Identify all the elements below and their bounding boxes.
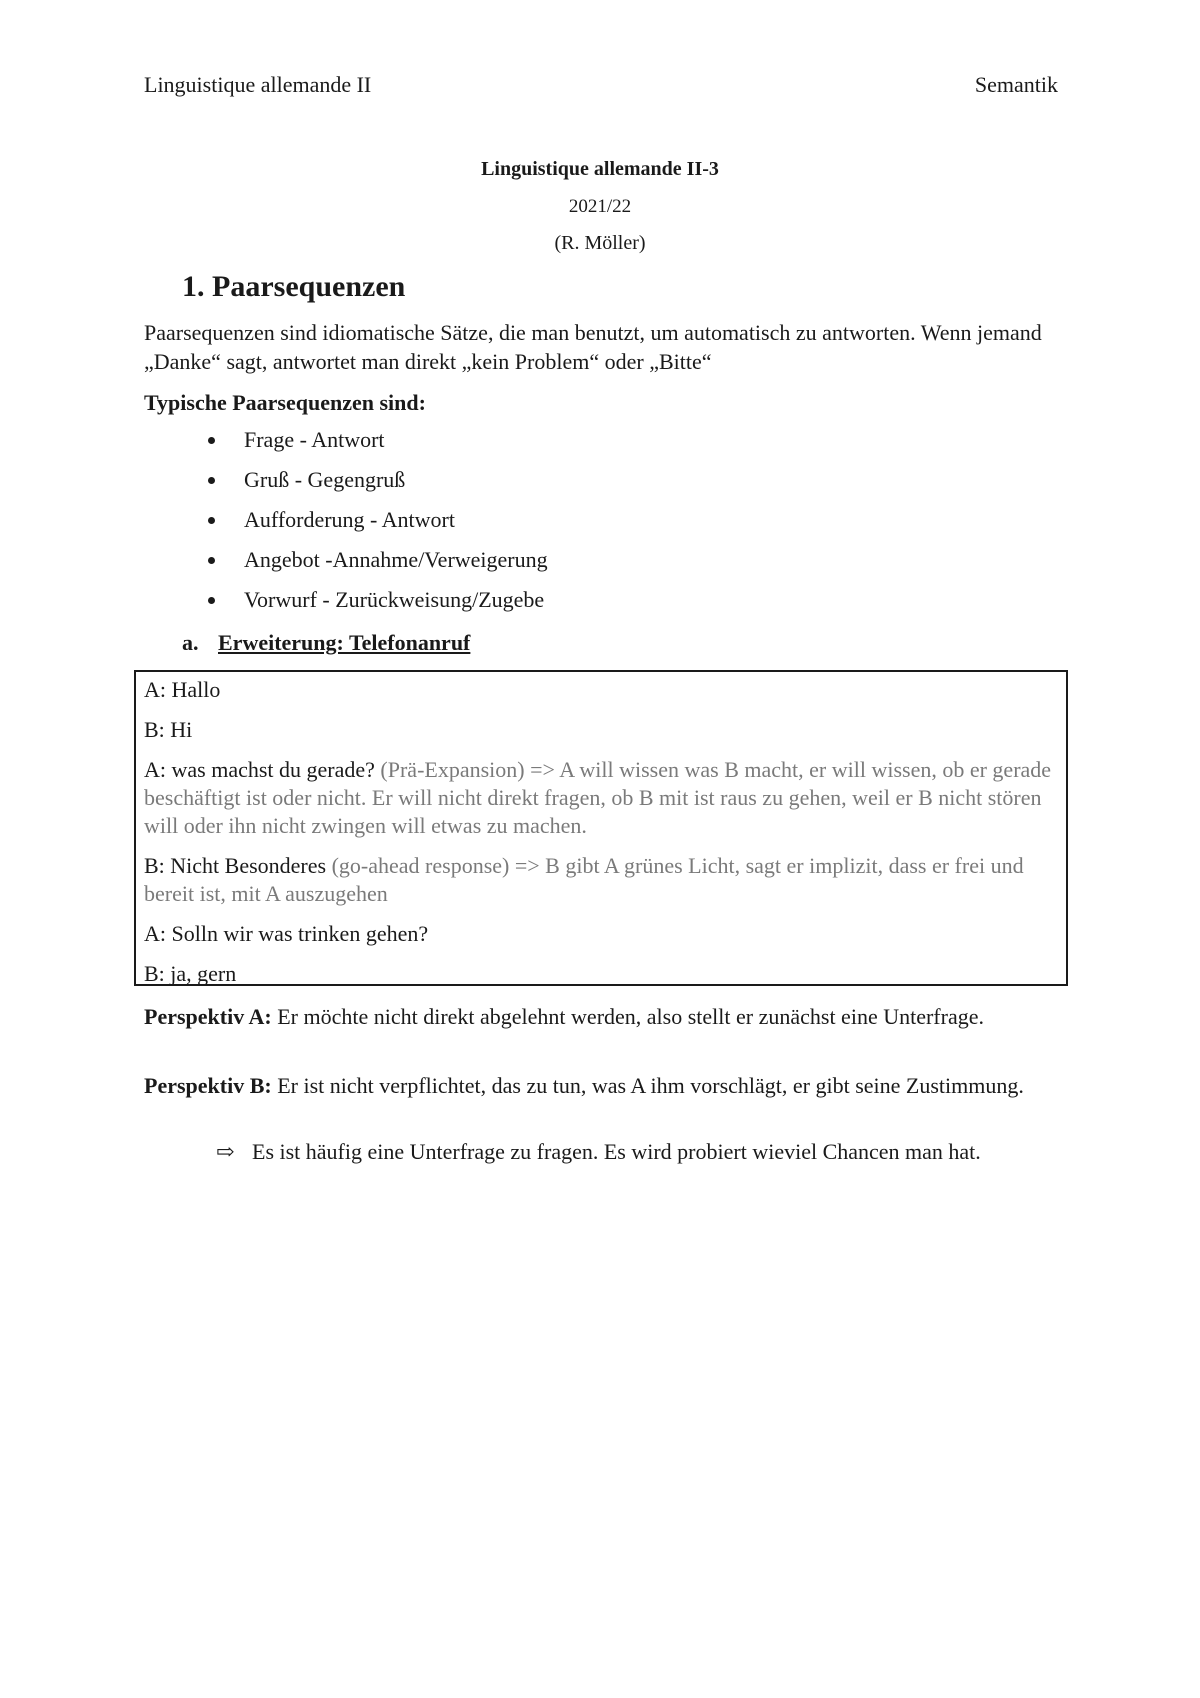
list-item: Gruß - Gegengruß — [200, 465, 548, 505]
subsection-title: Erweiterung: Telefonanruf — [218, 630, 471, 655]
arrow-right-outline-icon: ⇨ — [216, 1139, 235, 1164]
conclusion-text: Es ist häufig eine Unterfrage zu fragen. Es wird probiert wieviel Chancen man hat. — [252, 1139, 981, 1164]
bullet-icon — [208, 517, 215, 524]
bullet-icon — [208, 557, 215, 564]
bullet-icon — [208, 477, 215, 484]
bullet-icon — [208, 437, 215, 444]
header-course: Linguistique allemande II — [144, 72, 372, 97]
dialogue-note: (Prä-Expansion) => A will wissen was B macht, er will wissen, ob er gerade beschäftigt ist oder nicht. Er will nicht direkt fragen, ob B mit ist raus zu gehen, weil er B nicht stören will oder ihn nicht zwingen will etwas zu machen. — [144, 757, 1052, 838]
dialogue-box — [134, 670, 1068, 986]
dialogue-line: A: was machst du gerade? (Prä-Expansion) => A will wissen was B macht, er will wissen, ob er gerade beschäftigt ist oder nicht. Er will nicht direkt fragen, ob B mit ist raus zu gehen, weil er B nicht stören will oder ihn nicht zwingen will etwas zu machen. — [144, 757, 1052, 838]
perspective-b-label: Perspektiv B: — [144, 1073, 272, 1098]
list-item: Frage - Antwort — [200, 425, 548, 465]
document-year: 2021/22 — [568, 196, 632, 217]
perspective-a: Perspektiv A: Er möchte nicht direkt abgelehnt werden, also stellt er zunächst eine Unterfrage. — [144, 1004, 984, 1029]
section-heading: 1. Paarsequenzen — [182, 270, 406, 303]
document-title: Linguistique allemande II-3 — [481, 158, 719, 180]
section-intro: Paarsequenzen sind idiomatische Sätze, die man benutzt, um automatisch zu antworten. Wenn jemand „Danke“ sagt, antwortet man direkt „kein Problem“ oder „Bitte“ — [144, 320, 1042, 374]
dialogue-line: B: Nicht Besonderes (go-ahead response) => B gibt A grünes Licht, sagt er implizit, dass er frei und bereit ist, mit A auszugehen — [144, 853, 1024, 906]
subsection-label: a. — [182, 630, 199, 655]
dialogue-line: B: ja, gern — [144, 961, 237, 986]
header-topic: Semantik — [974, 72, 1058, 97]
pair-sequence-list — [200, 425, 548, 625]
perspective-a-label: Perspektiv A: — [144, 1004, 272, 1029]
conclusion — [216, 1138, 981, 1166]
dialogue-line: B: Hi — [144, 717, 193, 742]
document-author: (R. Möller) — [554, 232, 646, 254]
subsection-heading — [182, 630, 470, 656]
bullet-icon — [208, 597, 215, 604]
list-item: Vorwurf - Zurückweisung/Zugebe — [200, 585, 548, 625]
typical-label: Typische Paarsequenzen sind: — [144, 390, 426, 415]
list-item: Angebot -Annahme/Verweigerung — [200, 545, 548, 585]
list-item: Aufforderung - Antwort — [200, 505, 548, 545]
dialogue-line: A: Solln wir was trinken gehen? — [144, 921, 429, 946]
dialogue-line: A: Hallo — [144, 677, 221, 702]
perspective-b: Perspektiv B: Er ist nicht verpflichtet, das zu tun, was A ihm vorschlägt, er gibt seine Zustimmung. — [144, 1073, 1024, 1098]
dialogue-note: (go-ahead response) => B gibt A grünes Licht, sagt er implizit, dass er frei und bereit ist, mit A auszugehen — [144, 853, 1024, 906]
